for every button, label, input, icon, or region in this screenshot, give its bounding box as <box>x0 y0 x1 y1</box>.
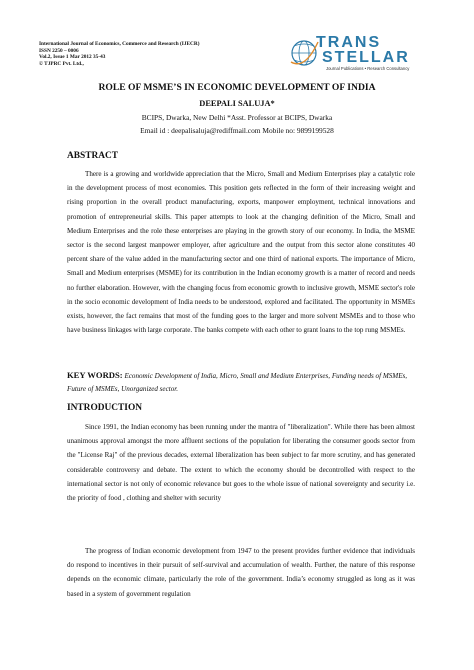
author-affiliation: BCIPS, Dwarka, New Delhi *Asst. Professor at BCIPS, Dwarka <box>141 113 333 122</box>
author-contact: Email id : deepalisaluja@rediffmail.com Mobile no: 9899199528 <box>140 126 334 135</box>
keywords-text: Economic Development of India, Micro, Small and Medium Enterprises, Funding needs of MSMEs, Future of MSMEs, Unorganized sector. <box>67 372 408 393</box>
paper-author: DEEPALI SALUJA* <box>199 99 275 108</box>
journal-copyright: © TJPRC Pvt. Ltd., <box>39 60 84 67</box>
logo-tagline: Journal Publications • Research Consultancy <box>326 66 410 71</box>
keywords-block <box>67 369 415 395</box>
logo-name-line2: STELLAR <box>322 49 410 66</box>
journal-name: International Journal of Economics, Commerce and Research (IJECR) <box>39 41 200 47</box>
keywords-label: KEY WORDS <box>67 370 120 380</box>
introduction-paragraph-1: Since 1991, the Indian economy has been running under the mantra of "liberalization". While there has been almost unanimous approval amongst the more affluent sections of the population for liberating the consumer goods sector from the "License Raj" of the previous decades, external liberalization has been subject to far more scrutiny, and has generated considerable controversy and debate. The extent to which the economy should be decontrolled with respect to the international sector is not only of economic relevance but goes to the whole issue of national sovereignty and security i.e. the priority of food , clothing and shelter with security <box>67 423 415 503</box>
journal-info <box>39 41 289 67</box>
keywords-colon: : <box>119 370 123 380</box>
introduction-paragraph-2: The progress of Indian economic development from 1947 to the present provides further evidence that individuals do respond to incentives in their pursuit of self-survival and accumulation of wealth. Further, the nature of this response depends on the economic climate, particularly the role of the government. India’s economy struggled as long as it was based in a system of government regulation <box>67 547 415 598</box>
globe-icon <box>289 36 319 70</box>
transstellar-logo <box>289 34 439 86</box>
journal-volume: Vol.2, Issue 1 Mar 2012 35-43 <box>39 54 106 61</box>
logo-name-line1: TRANS <box>316 34 382 51</box>
paper-title: ROLE OF MSME’S IN ECONOMIC DEVELOPMENT OF INDIA <box>98 82 376 93</box>
abstract-heading: ABSTRACT <box>67 151 119 161</box>
journal-issn: ISSN 2250 – 0006 <box>39 47 79 54</box>
abstract-text: There is a growing and worldwide appreciation that the Micro, Small and Medium Enterprises play a catalytic role in the development process of most economies. This position gets reflected in the form of their increasing weight and rising proportion in the overall product manufacturing, exports, manpower employment, technical innovations and promotion of entrepreneurial skills. This paper attempts to look at the changing definition of the Micro, Small and Medium Enterprises and the role these enterprises are playing in the growth story of our economy. In India, the MSME sector is the second largest manpower employer, after agriculture and the output from this sector alone constitutes 40 percent share of the value added in the manufacturing sector and one third of national exports. The importance of Micro, Small and Medium enterprises (MSME) for its contribution in the Indian economy growth is a matter of record and needs no further elaboration. However, with the changing focus from economic growth to inclusive growth, MSME sector's role in the socio economic development of India needs to be understood, explored and facilitated. The opportunity in MSMEs exists, however, the fact remains that most of the funding goes to the larger and more solvent MSMEs and to those who have business linkages with large corporate. The banks compete with each other to grant loans to the top rung MSMEs. <box>67 170 415 335</box>
introduction-heading: INTRODUCTION <box>67 403 143 413</box>
